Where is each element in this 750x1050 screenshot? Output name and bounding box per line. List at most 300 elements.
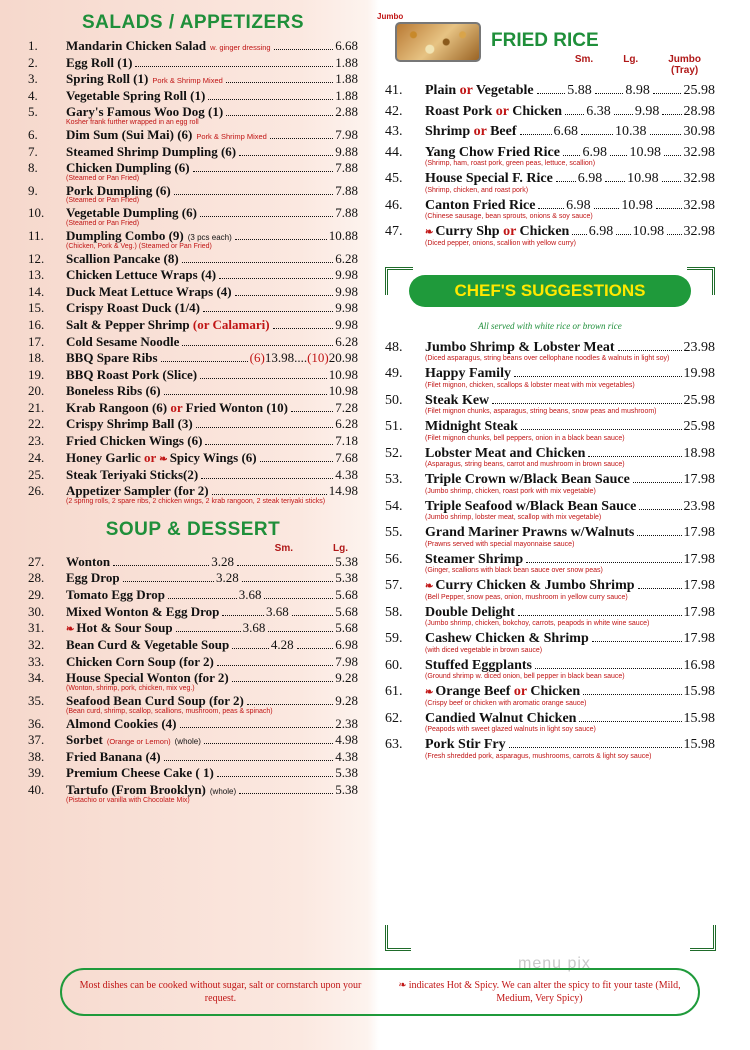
item-price: 9.28 xyxy=(335,693,358,708)
item-inline-note: Pork & Shrimp Mixed xyxy=(196,131,267,141)
item-number: 48. xyxy=(385,339,403,355)
dot-leader xyxy=(514,376,682,377)
item-name-text: Gary's Famous Woo Dog (1) xyxy=(66,104,224,120)
menu-item xyxy=(385,498,715,522)
dot-leader xyxy=(174,194,334,195)
item-name xyxy=(66,782,236,798)
dot-leader xyxy=(182,262,334,263)
menu-item-row xyxy=(28,71,358,87)
menu-item-row xyxy=(28,450,358,466)
footer-note xyxy=(60,968,700,1016)
menu-item xyxy=(385,736,715,760)
item-name-text: Jumbo Shrimp & Lobster Meat xyxy=(425,339,615,355)
dot-leader xyxy=(492,403,681,404)
price-jumbo: 32.98 xyxy=(683,197,715,213)
price-small: 3.68 xyxy=(238,587,262,603)
chili-icon: ❧ xyxy=(398,979,407,991)
item-number: 41. xyxy=(385,83,403,98)
dot-leader xyxy=(164,394,327,395)
item-number: 50. xyxy=(385,392,403,408)
item-name xyxy=(66,554,110,570)
item-number: 14. xyxy=(28,283,45,299)
dot-leader xyxy=(164,760,334,761)
item-number: 24. xyxy=(28,449,45,465)
served-note: All served with white rice or brown rice xyxy=(478,320,622,331)
item-number: 8. xyxy=(28,160,38,176)
item-name-text: Grand Mariner Prawns w/Walnuts xyxy=(425,525,635,540)
item-name-text: Tartufo (From Brooklyn) xyxy=(66,781,206,797)
price-jumbo: 28.98 xyxy=(683,103,716,119)
menu-item xyxy=(28,383,358,399)
item-name-text: Roast Pork xyxy=(425,103,493,119)
item-number: 45. xyxy=(385,171,403,186)
item-number: 57. xyxy=(385,578,403,593)
menu-item-row xyxy=(28,144,358,160)
item-number: 38. xyxy=(28,748,45,764)
item-number: 28. xyxy=(28,570,45,586)
item-name-text: Fried Banana (4) xyxy=(66,748,161,764)
menu-item xyxy=(28,367,358,383)
item-name-text: Boneless Ribs (6) xyxy=(66,383,161,399)
item-name xyxy=(425,82,534,100)
menu-item xyxy=(28,716,358,732)
item-number: 13. xyxy=(28,267,45,283)
item-number: 42. xyxy=(385,103,403,119)
menu-item xyxy=(28,55,358,71)
menu-item-row xyxy=(28,127,358,143)
item-description: (Bean curd, shrimp, scallop, scallions, mushroom, peas & spinach) xyxy=(66,707,273,715)
fr-jumbo-label xyxy=(668,54,701,76)
item-inline-qty: (whole) xyxy=(209,786,237,796)
item-name-text: Triple Crown w/Black Bean Sauce xyxy=(425,472,630,487)
item-name-text: Vegetable Dumpling (6) xyxy=(66,205,197,221)
menu-item xyxy=(385,197,715,221)
item-price: 7.98 xyxy=(335,653,358,669)
menu-item xyxy=(28,267,358,283)
item-number: 52. xyxy=(385,445,403,461)
item-price: 23.98 xyxy=(683,498,715,514)
menu-item xyxy=(28,483,358,505)
item-or: or xyxy=(140,449,160,465)
menu-item-row xyxy=(28,637,358,653)
menu-item-row xyxy=(28,350,358,366)
item-name-text: Midnight Steak xyxy=(425,419,518,434)
item-inline-qty: (whole) xyxy=(174,737,201,747)
item-name xyxy=(66,71,223,87)
menu-item xyxy=(385,551,715,575)
item-number: 3. xyxy=(28,71,38,87)
dot-leader xyxy=(196,427,333,428)
price-small: 6.38 xyxy=(586,103,611,119)
price-large: 10.38 xyxy=(615,124,647,139)
menu-item-row xyxy=(385,551,715,569)
dot-leader xyxy=(637,535,681,536)
dot-leader xyxy=(592,641,682,642)
item-name xyxy=(66,716,177,732)
item-name-text: Premium Cheese Cake ( 1) xyxy=(66,765,214,781)
dot-leader xyxy=(260,461,334,462)
menu-item-row xyxy=(28,554,358,570)
dot-leader xyxy=(538,208,564,209)
item-name xyxy=(425,123,517,141)
dot-leader xyxy=(572,234,586,235)
menu-item xyxy=(385,418,715,442)
dot-leader xyxy=(203,311,333,312)
item-price: 7.98 xyxy=(335,126,358,142)
menu-item-row xyxy=(385,418,715,436)
watermark: menu pix xyxy=(518,955,591,972)
menu-item-row xyxy=(28,228,358,244)
corner-ornament xyxy=(385,925,411,951)
jumbo-photo-label: Jumbo xyxy=(377,12,404,21)
item-number: 39. xyxy=(28,765,45,781)
item-description: (Asparagus, string beans, carrot and mushroom in brown sauce) xyxy=(425,461,625,468)
item-name xyxy=(425,418,518,436)
left-column xyxy=(28,12,358,805)
item-name xyxy=(66,300,200,316)
item-name-text: Appetizer Sampler (for 2) xyxy=(66,483,209,499)
item-name xyxy=(425,604,515,622)
dot-leader xyxy=(297,648,334,649)
item-price: 7.88 xyxy=(335,182,358,198)
item-name-text: Yang Chow Fried Rice xyxy=(425,144,560,160)
menu-item xyxy=(28,104,358,126)
item-name xyxy=(66,334,179,350)
menu-item xyxy=(28,400,358,416)
item-name xyxy=(425,365,511,383)
item-number: 2. xyxy=(28,54,38,70)
item-name xyxy=(425,577,635,595)
menu-item xyxy=(28,71,358,87)
item-number: 55. xyxy=(385,525,403,540)
item-name xyxy=(66,587,165,603)
dot-leader xyxy=(292,615,334,616)
chili-icon: ❧ xyxy=(425,687,434,698)
chili-icon: ❧ xyxy=(66,624,75,636)
item-name-text: Canton Fried Rice xyxy=(425,197,536,213)
menu-item xyxy=(28,765,358,781)
menu-item xyxy=(385,392,715,416)
price-large: 9.98 xyxy=(634,103,660,119)
item-description: (Diced asparagus, string beans over cellophane noodles & walnuts in light soy) xyxy=(425,355,670,362)
menu-item xyxy=(28,693,358,715)
item-number: 7. xyxy=(28,143,38,159)
item-price: 10.98 xyxy=(328,383,358,399)
soup-sm-label: Sm. xyxy=(274,542,293,554)
dot-leader xyxy=(656,208,682,209)
item-or: or xyxy=(470,124,491,139)
menu-item-row xyxy=(28,433,358,449)
menu-item-row xyxy=(28,367,358,383)
item-price: 25.98 xyxy=(683,419,715,434)
item-name xyxy=(66,383,161,399)
item-name-text: Dim Sum (Sui Mai) (6) xyxy=(66,126,193,142)
dot-leader xyxy=(537,93,566,94)
dot-leader xyxy=(239,155,333,156)
item-price: 15.98 xyxy=(683,737,715,752)
fr-jumbo-text: Jumbo xyxy=(668,54,701,65)
dot-leader xyxy=(201,478,333,479)
dot-leader xyxy=(610,155,628,156)
dot-leader xyxy=(579,721,681,722)
item-name-text: Plain xyxy=(425,83,457,98)
menu-item-row xyxy=(28,267,358,283)
dot-leader xyxy=(273,328,334,329)
dot-leader xyxy=(639,509,681,510)
menu-item xyxy=(385,223,715,247)
item-number: 46. xyxy=(385,197,403,213)
menu-item xyxy=(28,144,358,160)
item-name xyxy=(66,127,267,143)
item-description: (with diced vegetable in brown sauce) xyxy=(425,646,543,654)
price-small: 6.98 xyxy=(588,224,614,239)
dot-leader xyxy=(219,278,333,279)
menu-item xyxy=(385,445,715,469)
item-name-alt: Vegetable xyxy=(475,83,534,98)
item-name xyxy=(66,416,193,432)
dot-leader xyxy=(176,631,241,632)
item-description: Kosher frank further wrapped in an egg roll xyxy=(66,118,199,126)
dot-leader xyxy=(583,694,681,695)
item-name-text: Vegetable Spring Roll (1) xyxy=(66,87,206,103)
item-name xyxy=(66,637,229,653)
item-name xyxy=(66,144,236,160)
dot-leader xyxy=(565,114,584,115)
price-jumbo: 32.98 xyxy=(683,144,715,160)
item-name-alt: Chicken xyxy=(512,103,563,119)
menu-item-row xyxy=(28,160,358,176)
menu-item xyxy=(385,524,715,548)
item-name xyxy=(66,400,288,416)
menu-item-row xyxy=(385,365,715,383)
item-name xyxy=(425,471,630,489)
dot-leader xyxy=(168,598,237,599)
menu-item xyxy=(28,350,358,366)
menu-item-row xyxy=(28,55,358,71)
price-large: 6.98 xyxy=(335,637,358,653)
item-price: 1.88 xyxy=(335,54,358,70)
item-name-text: Orange Beef xyxy=(435,684,511,699)
item-price: 17.98 xyxy=(683,631,715,646)
item-price: 15.98 xyxy=(683,684,715,699)
item-name-text: Mixed Wonton & Egg Drop xyxy=(66,603,220,619)
item-name-text: BBQ Roast Pork (Slice) xyxy=(66,366,198,382)
menu-item xyxy=(28,38,358,54)
item-price: 13.98.... xyxy=(264,350,308,366)
menu-item xyxy=(28,782,358,804)
item-or: or xyxy=(499,224,520,239)
item-number: 27. xyxy=(28,553,45,569)
price-small: 3.28 xyxy=(216,570,239,586)
menu-item xyxy=(385,103,715,121)
menu-item-row xyxy=(28,765,358,781)
item-description: (Filet mignon, chicken, scallops & lobster meat with mix vegetables) xyxy=(425,381,635,389)
menu-item xyxy=(385,339,715,363)
item-number: 36. xyxy=(28,715,45,731)
menu-item xyxy=(28,317,358,333)
item-name-text: Scallion Pancake (8) xyxy=(66,250,179,266)
item-name-text: Egg Roll (1) xyxy=(66,54,133,70)
menu-item xyxy=(385,144,715,168)
item-name xyxy=(66,55,132,71)
menu-item xyxy=(385,577,715,601)
dot-leader xyxy=(161,361,248,362)
price-large: 5.68 xyxy=(335,620,359,636)
chili-icon: ❧ xyxy=(425,581,434,592)
item-price: 17.98 xyxy=(683,604,715,620)
item-number: 58. xyxy=(385,604,403,620)
item-number: 12. xyxy=(28,250,45,266)
dot-leader xyxy=(633,482,682,483)
item-description: (Jumbo shrimp, chicken, bokchoy, carrots, peapods in white wine sauce) xyxy=(425,620,650,627)
menu-item xyxy=(28,433,358,449)
dot-leader xyxy=(242,581,333,582)
menu-item xyxy=(385,82,715,100)
item-description: (Diced pepper, onions, scallion with yellow curry) xyxy=(425,239,576,247)
item-description: (Pistachio or vanilla with Chocolate Mix) xyxy=(66,796,190,804)
item-name-text: Lobster Meat and Chicken xyxy=(425,445,586,461)
item-name xyxy=(66,251,179,267)
menu-item xyxy=(385,365,715,389)
item-price: 9.28 xyxy=(335,670,358,686)
dot-leader xyxy=(595,93,624,94)
menu-item-row xyxy=(385,683,715,701)
price-large: 8.98 xyxy=(625,83,650,98)
item-name-text: Chicken Lettuce Wraps (4) xyxy=(66,267,217,283)
item-name xyxy=(66,483,209,499)
item-description: (Steamed or Pan Fried) xyxy=(66,174,140,182)
menu-item-row xyxy=(385,445,715,463)
item-number: 33. xyxy=(28,653,45,669)
menu-item xyxy=(28,450,358,466)
price-jumbo: 32.98 xyxy=(683,224,716,239)
item-price: 2.38 xyxy=(335,715,358,731)
dot-leader xyxy=(247,704,333,705)
dot-leader xyxy=(291,411,333,412)
dot-leader xyxy=(563,155,581,156)
price-large: 10.98 xyxy=(629,144,661,160)
menu-item-row xyxy=(28,716,358,732)
item-name xyxy=(66,670,229,686)
dot-leader xyxy=(664,155,682,156)
price-small: 4.28 xyxy=(270,637,294,653)
item-price: 14.98 xyxy=(328,483,358,499)
footer-spicy-text: indicates Hot & Spicy. We can alter the spicy to fit your taste (Mild, Medium, Very Spicy) xyxy=(408,979,681,1004)
dot-leader xyxy=(638,588,682,589)
item-name xyxy=(425,392,489,410)
item-number: 61. xyxy=(385,684,403,699)
item-price: 7.88 xyxy=(335,205,358,221)
dot-leader xyxy=(667,234,681,235)
menu-item-row xyxy=(385,657,715,675)
item-price: 25.98 xyxy=(683,392,715,408)
item-price: 17.98 xyxy=(683,525,715,540)
menu-item-row xyxy=(385,498,715,516)
item-name xyxy=(66,160,190,176)
item-number: 5. xyxy=(28,104,38,120)
item-inline-note: Pork & Shrimp Mixed xyxy=(152,76,223,86)
price-large: 5.38 xyxy=(335,570,359,586)
menu-item-row xyxy=(28,670,358,686)
item-name xyxy=(425,736,506,754)
menu-item xyxy=(28,127,358,143)
dot-leader xyxy=(217,776,333,777)
item-price: 17.98 xyxy=(683,551,715,567)
fried-rice-list xyxy=(385,82,715,247)
item-inline-note: w. ginger dressing xyxy=(210,43,271,52)
soup-title: SOUP & DESSERT xyxy=(105,518,281,540)
item-name-text: Curry Chicken & Jumbo Shrimp xyxy=(435,578,635,593)
item-or: or xyxy=(167,399,186,415)
price-large: 10.98 xyxy=(621,197,653,213)
menu-item-row xyxy=(28,104,358,120)
item-name-text: Steak Teriyaki Sticks(2) xyxy=(66,466,199,482)
item-name-text: Steamer Shrimp xyxy=(425,551,524,567)
item-number: 1. xyxy=(28,38,38,53)
item-number: 37. xyxy=(28,732,45,748)
fr-lg-label: Lg. xyxy=(623,54,639,65)
menu-item xyxy=(385,630,715,654)
item-number: 31. xyxy=(28,620,45,636)
menu-item xyxy=(385,170,715,194)
item-name xyxy=(66,88,205,104)
item-inline-qty: (3 pcs each) xyxy=(187,232,232,242)
item-name-text: Tomato Egg Drop xyxy=(66,587,165,603)
menu-item-row xyxy=(28,300,358,316)
item-name xyxy=(66,228,232,244)
price-large: 5.68 xyxy=(335,587,358,603)
dot-leader xyxy=(581,134,613,135)
item-description: (Filet mignon chunks, asparagus, string beans, snow peas and mushroom) xyxy=(425,408,657,415)
item-price: 18.98 xyxy=(683,445,715,461)
item-price: 2.88 xyxy=(335,104,358,120)
menu-item xyxy=(28,300,358,316)
menu-item xyxy=(28,749,358,765)
item-name-text: Triple Seafood w/Black Bean Sauce xyxy=(425,498,637,514)
item-description: (Jumbo shrimp, lobster meat, scallop with mix vegetable) xyxy=(425,514,602,521)
item-price: 1.88 xyxy=(335,71,358,87)
item-number: 17. xyxy=(28,333,45,349)
fried-rice-image xyxy=(395,22,481,62)
item-description: (Filet mignon chunks, bell peppers, onion in a black bean sauce) xyxy=(425,434,625,442)
item-number: 25. xyxy=(28,466,45,482)
item-price: 9.98 xyxy=(335,316,358,332)
menu-item-row xyxy=(385,577,715,595)
item-name xyxy=(425,683,580,701)
item-name-text: Crispy Shrimp Ball (3) xyxy=(66,416,193,432)
item-number: 63. xyxy=(385,737,403,752)
menu-item-row xyxy=(28,284,358,300)
item-name-text: Duck Meat Lettuce Wraps (4) xyxy=(66,283,232,299)
item-price: 17.98 xyxy=(683,578,715,593)
item-name-alt: Fried Wonton (10) xyxy=(185,399,288,415)
dot-leader xyxy=(605,181,625,182)
price-jumbo: 25.98 xyxy=(683,83,715,98)
item-number: 53. xyxy=(385,472,403,487)
dot-leader xyxy=(204,743,333,744)
item-name xyxy=(66,693,244,709)
item-name xyxy=(66,654,214,670)
item-name-text: Almond Cookies (4) xyxy=(66,715,177,731)
dot-leader xyxy=(535,668,682,669)
item-name xyxy=(66,433,202,449)
dot-leader xyxy=(182,345,333,346)
price-small: 6.98 xyxy=(582,144,607,160)
chef-title: CHEF'S SUGGESTIONS xyxy=(409,275,691,307)
item-name xyxy=(66,570,120,586)
dot-leader xyxy=(226,82,333,83)
right-column xyxy=(377,12,716,763)
